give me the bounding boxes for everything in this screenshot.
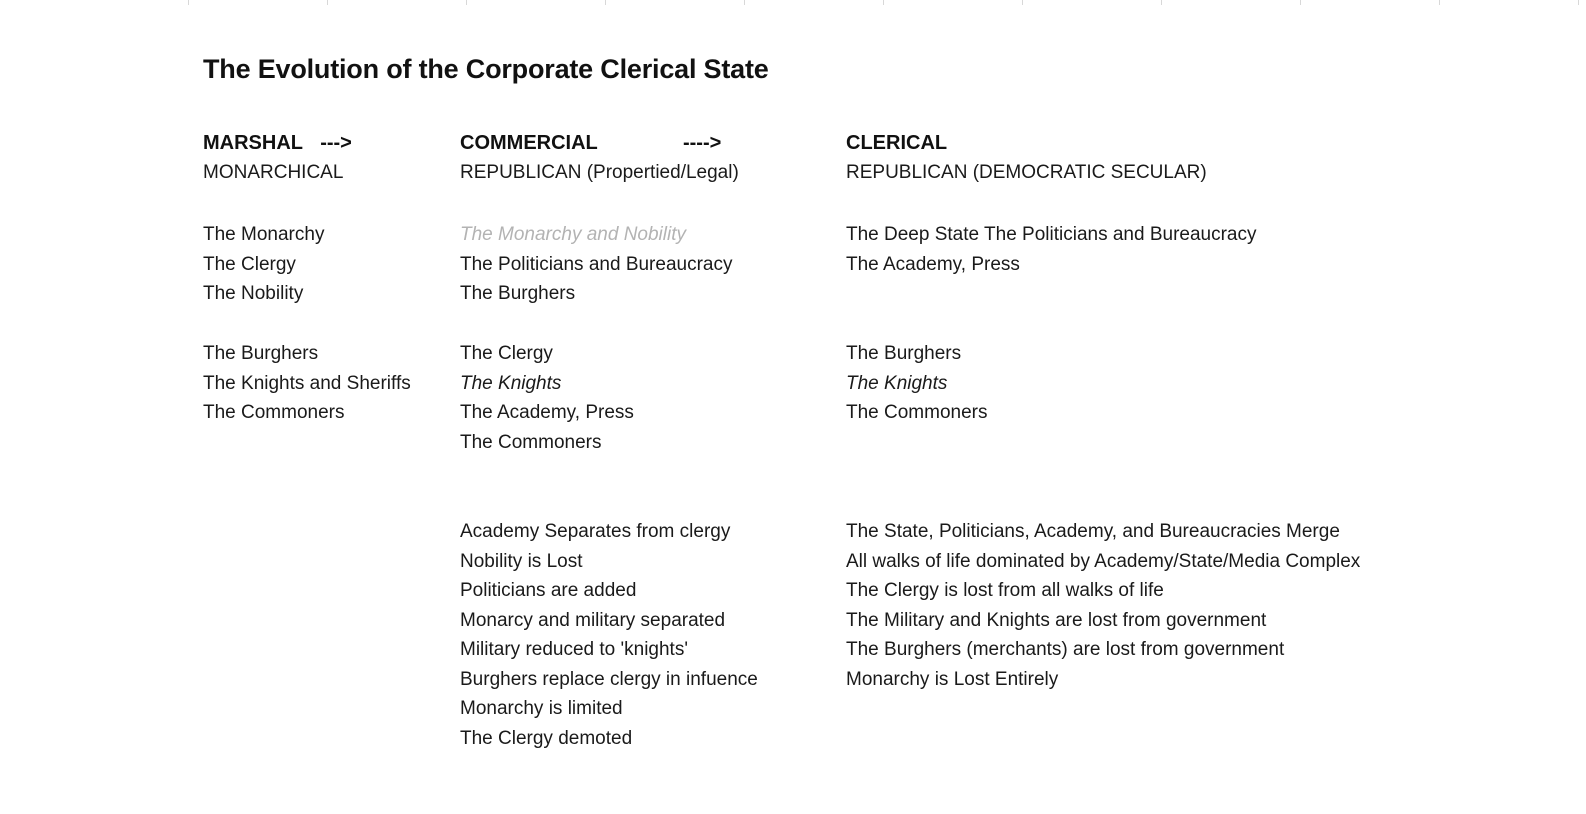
list-item: All walks of life dominated by Academy/State/Media Complex	[846, 550, 1361, 572]
list-item: The Burghers (merchants) are lost from government	[846, 639, 1285, 660]
list-item: The Clergy	[460, 343, 553, 364]
clerical-group-2	[846, 339, 988, 428]
list-item: Burghers replace clergy in infuence	[460, 668, 758, 690]
page-title: The Evolution of the Corporate Clerical State	[203, 54, 769, 84]
list-item: The Commoners	[846, 402, 988, 423]
list-item: The Academy, Press	[846, 253, 1020, 275]
ruler-ticks	[0, 0, 1586, 5]
list-item: The Monarchy	[203, 224, 325, 245]
list-item: Monarcy and military separated	[460, 609, 726, 631]
marshal-group-2	[203, 339, 411, 428]
clerical-group-3	[846, 517, 1360, 694]
list-item: The Knights and Sheriffs	[203, 372, 411, 394]
list-item: Monarchy is limited	[460, 698, 623, 719]
list-item: The Nobility	[203, 283, 304, 304]
list-item: The Clergy demoted	[460, 727, 633, 749]
list-item: The Academy, Press	[460, 402, 634, 423]
column-heading-label: COMMERCIAL	[460, 132, 598, 154]
list-item: The Politicians and Bureaucracy	[460, 253, 733, 275]
list-item: Nobility is Lost	[460, 550, 583, 572]
list-item: The State, Politicians, Academy, and Bureaucracies Merge	[846, 521, 1340, 542]
arrow-marker: ---->	[682, 132, 722, 154]
commercial-group-2	[460, 339, 634, 457]
column-header-clerical	[846, 128, 1207, 188]
list-item: The Monarchy and Nobility	[460, 224, 686, 245]
column-heading-clerical	[846, 128, 1207, 158]
column-subheading-commercial: REPUBLICAN (Propertied/Legal)	[460, 162, 739, 183]
column-heading-commercial	[460, 128, 739, 158]
list-item: The Burghers	[460, 283, 576, 304]
list-item: The Clergy	[203, 253, 296, 275]
column-subheading-marshal: MONARCHICAL	[203, 162, 344, 183]
column-subheading-clerical: REPUBLICAN (DEMOCRATIC SECULAR)	[846, 162, 1207, 183]
commercial-group-1	[460, 220, 732, 309]
clerical-group-1	[846, 220, 1257, 279]
list-item: The Knights	[846, 372, 948, 394]
list-item: The Deep State The Politicians and Bureaucracy	[846, 224, 1257, 245]
list-item: Monarchy is Lost Entirely	[846, 668, 1059, 690]
list-item: The Clergy is lost from all walks of life	[846, 580, 1164, 601]
column-heading-label: MARSHAL	[203, 132, 303, 154]
list-item: The Commoners	[203, 402, 345, 423]
marshal-group-1	[203, 220, 324, 309]
list-item: Politicians are added	[460, 580, 637, 601]
list-item: The Burghers	[846, 343, 962, 364]
column-heading-label: CLERICAL	[846, 132, 948, 154]
commercial-group-3	[460, 517, 758, 753]
list-item: Military reduced to 'knights'	[460, 639, 688, 660]
list-item: Academy Separates from clergy	[460, 521, 731, 542]
arrow-marker: --->	[320, 132, 352, 154]
list-item: The Burghers	[203, 343, 319, 364]
list-item: The Commoners	[460, 431, 602, 453]
column-heading-marshal	[203, 128, 352, 158]
column-header-marshal	[203, 128, 352, 188]
list-item: The Knights	[460, 372, 562, 394]
column-header-commercial	[460, 128, 739, 188]
list-item: The Military and Knights are lost from government	[846, 609, 1267, 631]
